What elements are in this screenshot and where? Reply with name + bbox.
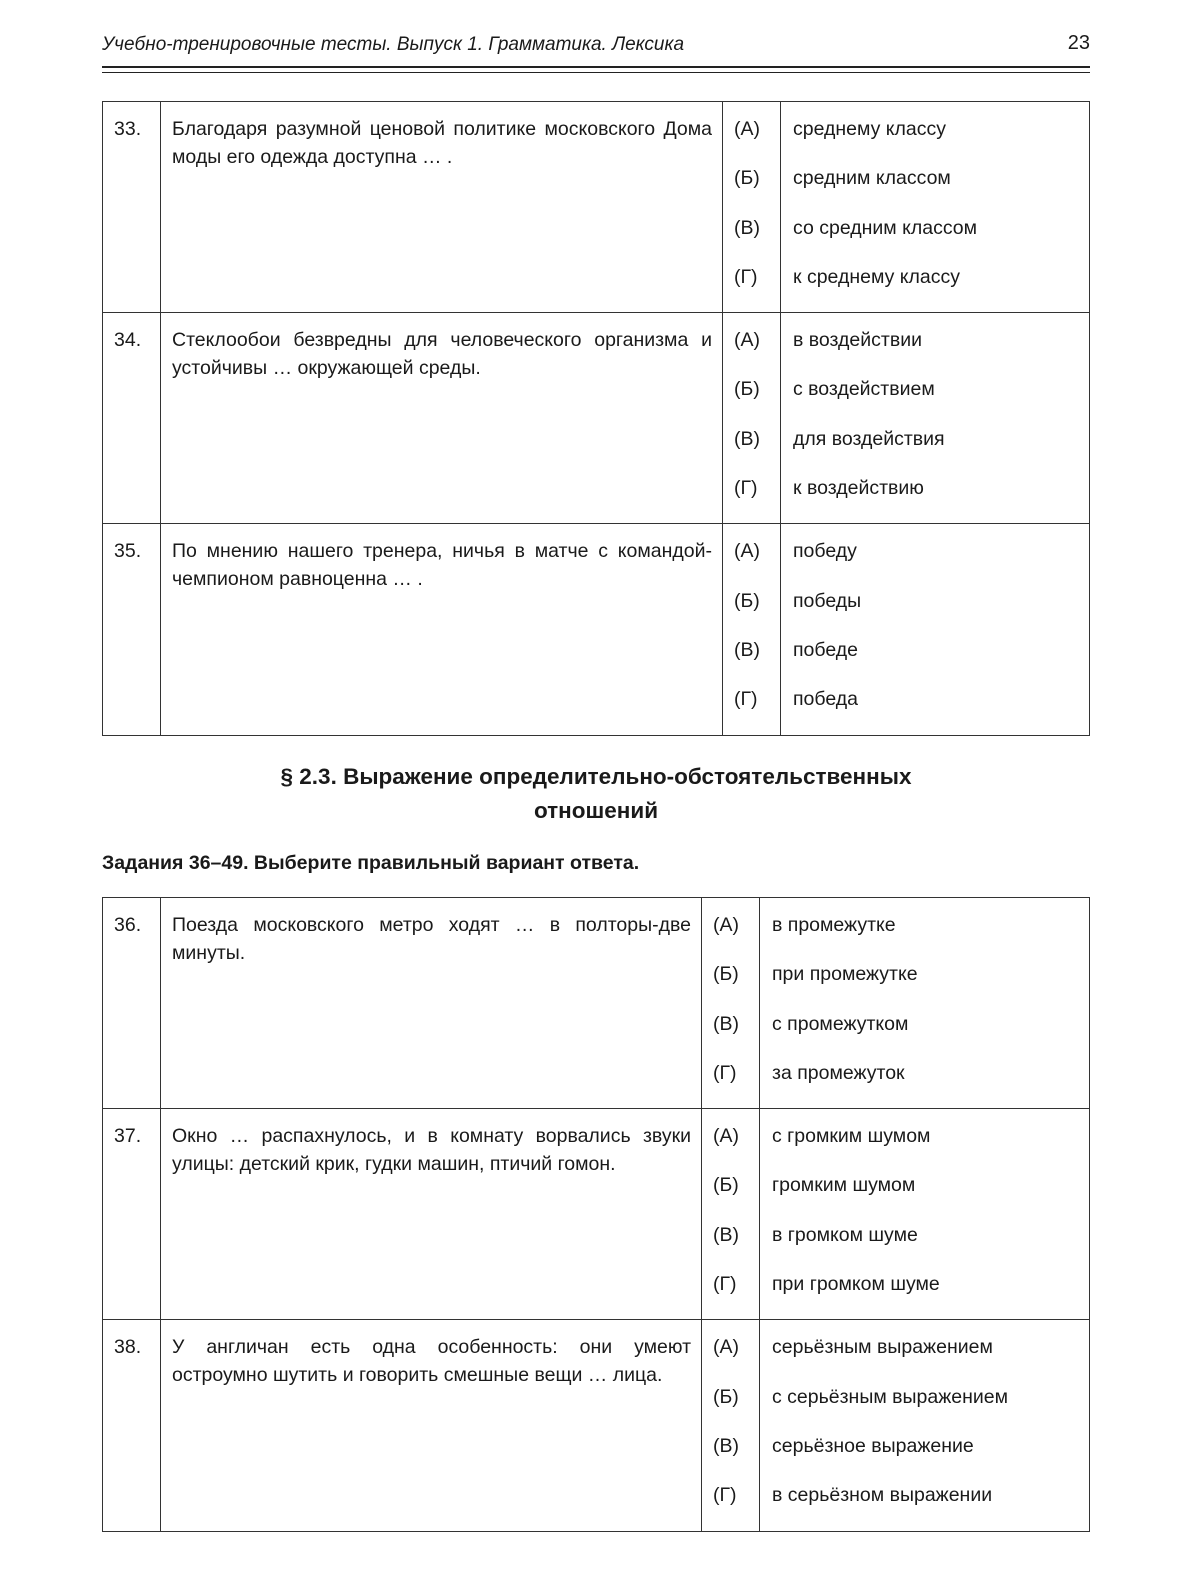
option-letter: (А) xyxy=(734,118,760,140)
option-letters xyxy=(723,524,781,735)
answer-option: к воздействию xyxy=(793,477,924,500)
header-rule-thin xyxy=(102,72,1090,73)
question-text: Стеклообои безвредны для человеческого организма и устойчивы … окружающей среды. xyxy=(161,313,723,524)
page-number: 23 xyxy=(1067,32,1090,54)
answer-option: для воздействия xyxy=(793,427,945,450)
question-text: По мнению нашего тренера, ничья в матче с командой-чемпионом равноценна … . xyxy=(161,524,723,735)
section-title-line-1: § 2.3. Выражение определительно-обстоятельственных xyxy=(280,764,912,789)
answer-option: победа xyxy=(793,688,858,711)
answer-option: победу xyxy=(793,540,857,563)
option-letter: (Г) xyxy=(713,1273,737,1296)
option-letters xyxy=(723,102,781,313)
question-number: 33. xyxy=(103,102,161,313)
answer-option: со средним классом xyxy=(793,216,978,239)
answer-option: победе xyxy=(793,638,858,661)
option-letter: (Г) xyxy=(713,1484,737,1507)
option-letter: (А) xyxy=(713,1125,739,1148)
answer-option: за промежуток xyxy=(772,1061,905,1084)
option-letter: (А) xyxy=(734,329,760,352)
option-letter: (А) xyxy=(734,540,760,563)
answer-option: к среднему классу xyxy=(793,265,960,288)
option-letter: (Б) xyxy=(734,167,760,190)
task-instructions: Задания 36–49. Выберите правильный вариант ответа. xyxy=(102,852,640,874)
option-letter: (Б) xyxy=(734,589,760,612)
option-letters xyxy=(702,1109,760,1320)
option-letter: (А) xyxy=(713,914,739,936)
question-text: Поезда московского метро ходят … в полторы-две минуты. xyxy=(161,898,702,1109)
question-row-35 xyxy=(103,524,1090,735)
answer-option: в воздействии xyxy=(793,329,922,352)
answer-options xyxy=(781,524,1090,735)
answer-option: с промежутком xyxy=(772,1012,909,1035)
section-title xyxy=(102,760,1090,828)
answer-option: громким шумом xyxy=(772,1174,916,1197)
answer-option: серьёзное выражение xyxy=(772,1434,974,1457)
option-letter: (В) xyxy=(734,216,760,239)
option-letter: (Г) xyxy=(734,265,758,288)
option-letter: (В) xyxy=(713,1012,739,1035)
question-row-36 xyxy=(103,898,1090,1109)
section-title-line-2: отношений xyxy=(533,798,659,823)
answer-options xyxy=(781,102,1090,313)
answer-options xyxy=(781,313,1090,524)
question-row-37 xyxy=(103,1109,1090,1320)
option-letter: (В) xyxy=(713,1434,739,1457)
answer-option: с серьёзным выражением xyxy=(772,1385,1009,1408)
option-letter: (А) xyxy=(713,1336,739,1359)
question-table-2 xyxy=(102,897,1090,1532)
question-text: У англичан есть одна особенность: они умеют остроумно шутить и говорить смешные вещи … лица. xyxy=(161,1320,702,1531)
option-letters xyxy=(702,898,760,1109)
answer-option: средним классом xyxy=(793,167,951,190)
answer-option: в серьёзном выражении xyxy=(772,1484,993,1507)
answer-option: серьёзным выражением xyxy=(772,1336,993,1359)
question-row-33 xyxy=(103,102,1090,313)
question-number: 38. xyxy=(103,1320,161,1531)
answer-option: среднему классу xyxy=(793,118,947,140)
question-table-1 xyxy=(102,101,1090,736)
answer-option: победы xyxy=(793,589,862,612)
option-letter: (Б) xyxy=(713,1385,739,1408)
option-letters xyxy=(702,1320,760,1531)
option-letter: (Г) xyxy=(734,477,758,500)
option-letter: (Б) xyxy=(713,963,739,986)
header-rule-thick xyxy=(102,66,1090,68)
answer-option: при промежутке xyxy=(772,963,918,986)
answer-option: в промежутке xyxy=(772,914,896,936)
option-letter: (Г) xyxy=(713,1061,737,1084)
running-header-title: Учебно-тренировочные тесты. Выпуск 1. Грамматика. Лексика xyxy=(102,34,685,55)
option-letter: (В) xyxy=(734,427,760,450)
answer-option: с громким шумом xyxy=(772,1125,931,1148)
answer-options xyxy=(760,1109,1090,1320)
running-header xyxy=(102,32,1090,60)
question-number: 37. xyxy=(103,1109,161,1320)
question-number: 35. xyxy=(103,524,161,735)
answer-options xyxy=(760,1320,1090,1531)
question-row-38 xyxy=(103,1320,1090,1531)
option-letter: (В) xyxy=(734,638,760,661)
option-letter: (В) xyxy=(713,1223,739,1246)
option-letter: (Б) xyxy=(713,1174,739,1197)
answer-option: при громком шуме xyxy=(772,1273,940,1296)
option-letters xyxy=(723,313,781,524)
question-number: 36. xyxy=(103,898,161,1109)
answer-option: с воздействием xyxy=(793,378,935,401)
option-letter: (Г) xyxy=(734,688,758,711)
option-letter: (Б) xyxy=(734,378,760,401)
question-row-34 xyxy=(103,313,1090,524)
question-number: 34. xyxy=(103,313,161,524)
question-text: Окно … распахнулось, и в комнату ворвались звуки улицы: детский крик, гудки машин, птичий гомон. xyxy=(161,1109,702,1320)
answer-option: в громком шуме xyxy=(772,1223,918,1246)
question-text: Благодаря разумной ценовой политике московского Дома моды его одежда доступна … . xyxy=(161,102,723,313)
answer-options xyxy=(760,898,1090,1109)
